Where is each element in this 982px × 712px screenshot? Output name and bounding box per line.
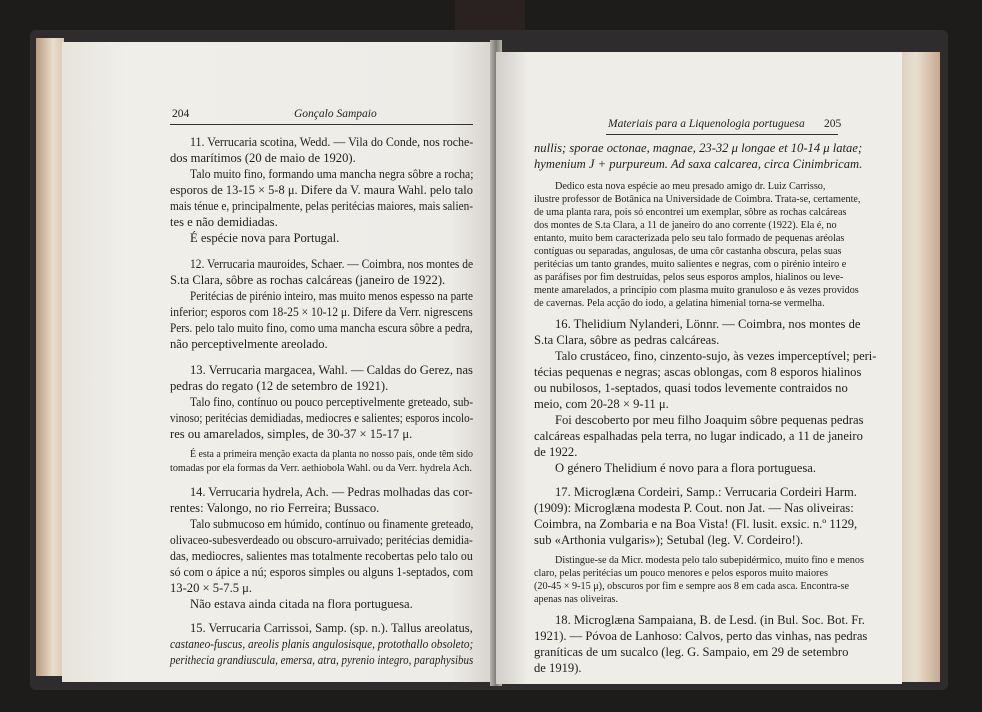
text-line: 13-20 × 5-7.5 μ.: [170, 581, 253, 595]
note-line: tomadas por ela formas da Verr. aethiobola Wahl. ou da Verr. hydrela Ach.: [170, 463, 472, 474]
text-line: calcáreas espalhadas pela terra, no lugar indicado, a 11 de janeiro: [534, 429, 863, 443]
text-line: 17. Microglæna Cordeiri, Samp.: Verrucaria Cordeiri Harm.: [555, 485, 857, 499]
text-line: O género Thelidium é novo para a flora portuguesa.: [555, 461, 817, 475]
text-line: olivaceo-subesverdeado ou obscuro-arruivado; peritécias demidia-: [170, 533, 473, 547]
text-line: Foi descoberto por meu filho Joaquim sôbre pequenas pedras: [555, 413, 864, 427]
text-line: res ou amarelados, simples, de 30-37 × 15-17 μ.: [170, 427, 413, 441]
text-line: 15. Verrucaria Carrissoi, Samp. (sp. n.). Tallus areolatus,: [190, 621, 473, 635]
text-line: meio, com 20-28 × 9-11 μ.: [534, 397, 669, 411]
text-line: castaneo-fuscus, areolis planis angulosisque, protothallo obsoleto;: [170, 637, 474, 651]
text-line: técias pequenas e negras; ascas oblongas, com 8 esporos hialinos: [534, 365, 862, 379]
text-line: das, mediocres, salientes mas totalmente recobertas pelo talo ou: [170, 549, 473, 563]
text-line: Talo submucoso em húmido, contínuo ou finamente greteado,: [190, 517, 474, 531]
text-line: esporos de 13-15 × 5-8 μ. Difere da V. maura Wahl. pelo talo: [170, 183, 473, 197]
text-line: S.ta Clara, sôbre as pedras calcáreas.: [534, 333, 720, 347]
text-line: perithecia grandiuscula, emersa, atra, pyrenio integro, paraphysibus: [170, 653, 474, 667]
text-line: ou nubilosos, 1-septados, quasi todos levemente contraidos no: [534, 381, 848, 395]
note-line: peritécias um tanto grandes, muito salientes e negras, com o pirénio inteiro e: [534, 259, 847, 270]
text-line: Não estava ainda citada na flora portuguesa.: [190, 597, 413, 611]
note-line: É esta a primeira menção exacta da planta no nosso país, onde têm sido: [190, 449, 473, 460]
text-line: vinoso; peritécias demidiadas, mediocres e salientes; esporos incolo-: [170, 411, 474, 425]
text-line: rentes: Valongo, no rio Ferreira; Bussaco.: [170, 501, 380, 515]
note-line: Dedico esta nova espécie ao meu presado amigo dr. Luiz Carrisso,: [555, 181, 826, 192]
note-line: claro, pelas peritécias um pouco menores e pelos esporos muito maiores: [534, 568, 828, 579]
page-edges-right: [900, 52, 940, 682]
text-line: dos marítimos (20 de maio de 1920).: [170, 151, 356, 165]
text-line: de 1919).: [534, 661, 582, 675]
text-line: inferior; esporos com 18-25 × 10-12 μ. Difere da Verr. nigrescens: [170, 305, 473, 319]
running-head-right: Materiais para a Liquenologia portuguesa: [608, 118, 805, 130]
note-line: dos montes de S.ta Clara, a 11 de janeiro do ano corrente (1922). Ela é, no: [534, 220, 837, 231]
text-line: 14. Verrucaria hydrela, Ach. — Pedras molhadas das cor-: [190, 485, 473, 499]
note-line: (20-45 × 9-15 μ), obscuros por fim e sempre aos 8 em cada asca. Encontra-se: [534, 581, 850, 592]
text-line: 1921). — Póvoa de Lanhoso: Calvos, perto das vinhas, nas pedras: [534, 629, 868, 643]
note-line: contíguas ou separadas, angulosas, de uma côr castanha obscura, pelas suas: [534, 246, 842, 257]
text-line: 12. Verrucaria mauroides, Schaer. — Coimbra, nos montes de: [190, 257, 474, 271]
text-line: 18. Microglæna Sampaiana, B. de Lesd. (in Bul. Soc. Bot. Fr.: [555, 613, 865, 627]
note-line: ilustre professor de Botânica na Universidade de Coimbra. Trata-se, certamente,: [534, 194, 861, 205]
text-line: S.ta Clara, sôbre as rochas calcáreas (janeiro de 1922).: [170, 273, 446, 287]
note-line: apenas nas oliveiras.: [534, 594, 619, 605]
header-rule-right: [606, 134, 838, 135]
text-line: É espécie nova para Portugal.: [190, 231, 340, 245]
text-line: 11. Verrucaria scotina, Wedd. — Vila do Conde, nos roche-: [190, 135, 474, 149]
note-line: de uma planta rara, pois só encontrei um exemplar, sôbre as rochas calcáreas: [534, 207, 847, 218]
text-line: (1909): Microglæna modesta P. Cout. non Jat. — Nas oliveiras:: [534, 501, 854, 515]
text-line: graníticas de um sucalco (leg. G. Sampaio, em 29 de setembro: [534, 645, 849, 659]
text-line: Pers. pelo talo muito fino, como uma mancha escura sôbre a pedra,: [170, 321, 473, 335]
text-line: pedras do regato (12 de setembro de 1921).: [170, 379, 389, 393]
text-line: só com o ápice a nú; esporos simples ou alguns 1-septados, com: [170, 565, 474, 579]
text-line: tes e não demidiadas.: [170, 215, 278, 229]
text-line: Peritécias de pirénio inteiro, mas muito menos espesso na parte: [190, 289, 473, 303]
text-line: nullis; sporae octonae, magnae, 23-32 μ longae et 10-14 μ latae;: [534, 141, 863, 155]
running-head-left: Gonçalo Sampaio: [294, 108, 377, 120]
text-line: Talo crustáceo, fino, cinzento-sujo, às vezes imperceptível; peri-: [555, 349, 877, 363]
page-number-right: 205: [824, 118, 842, 130]
note-line: de cavernas. Pela acção do iodo, a gelatina himenial torna-se vermelha.: [534, 298, 825, 309]
header-rule-left: [170, 124, 473, 125]
text-line: mais ténue e, principalmente, pelas peritécias maiores, mais salien-: [170, 199, 473, 213]
note-line: mente amarelados, a princípio com plasma muito granuloso e às vezes providos: [534, 285, 859, 296]
text-line: de 1922.: [534, 445, 578, 459]
note-line: Distingue-se da Micr. modesta pelo talo subepidérmico, muito fino e menos: [555, 555, 864, 566]
text-line: não perceptivelmente areolado.: [170, 337, 328, 351]
page-edges-left: [36, 38, 64, 676]
text-line: 13. Verrucaria margacea, Wahl. — Caldas do Gerez, nas: [190, 363, 473, 377]
note-line: as paráfises por fim destruídas, pelos seus esporos amplos, hialinos ou leve-: [534, 272, 844, 283]
note-line: entanto, muito bem caracterizada pelo seu talo formado de pequenas aréolas: [534, 233, 845, 244]
text-line: Coimbra, na Zombaria e na Boa Vista! (Fl. lusit. exsic. n.º 1129,: [534, 517, 858, 531]
text-line: Talo fino, contínuo ou pouco perceptivelmente greteado, sub-: [190, 395, 474, 409]
text-line: hymenium J + purpureum. Ad saxa calcarea, circa Cinimbricam.: [534, 157, 863, 171]
text-line: 16. Thelidium Nylanderi, Lönnr. — Coimbra, nos montes de: [555, 317, 861, 331]
page-number-left: 204: [172, 108, 190, 120]
text-line: sub «Arthonia vulgaris»); Setubal (leg. V. Cordeiro!).: [534, 533, 804, 547]
text-line: Talo muito fino, formando uma mancha negra sôbre a rocha;: [190, 167, 474, 181]
